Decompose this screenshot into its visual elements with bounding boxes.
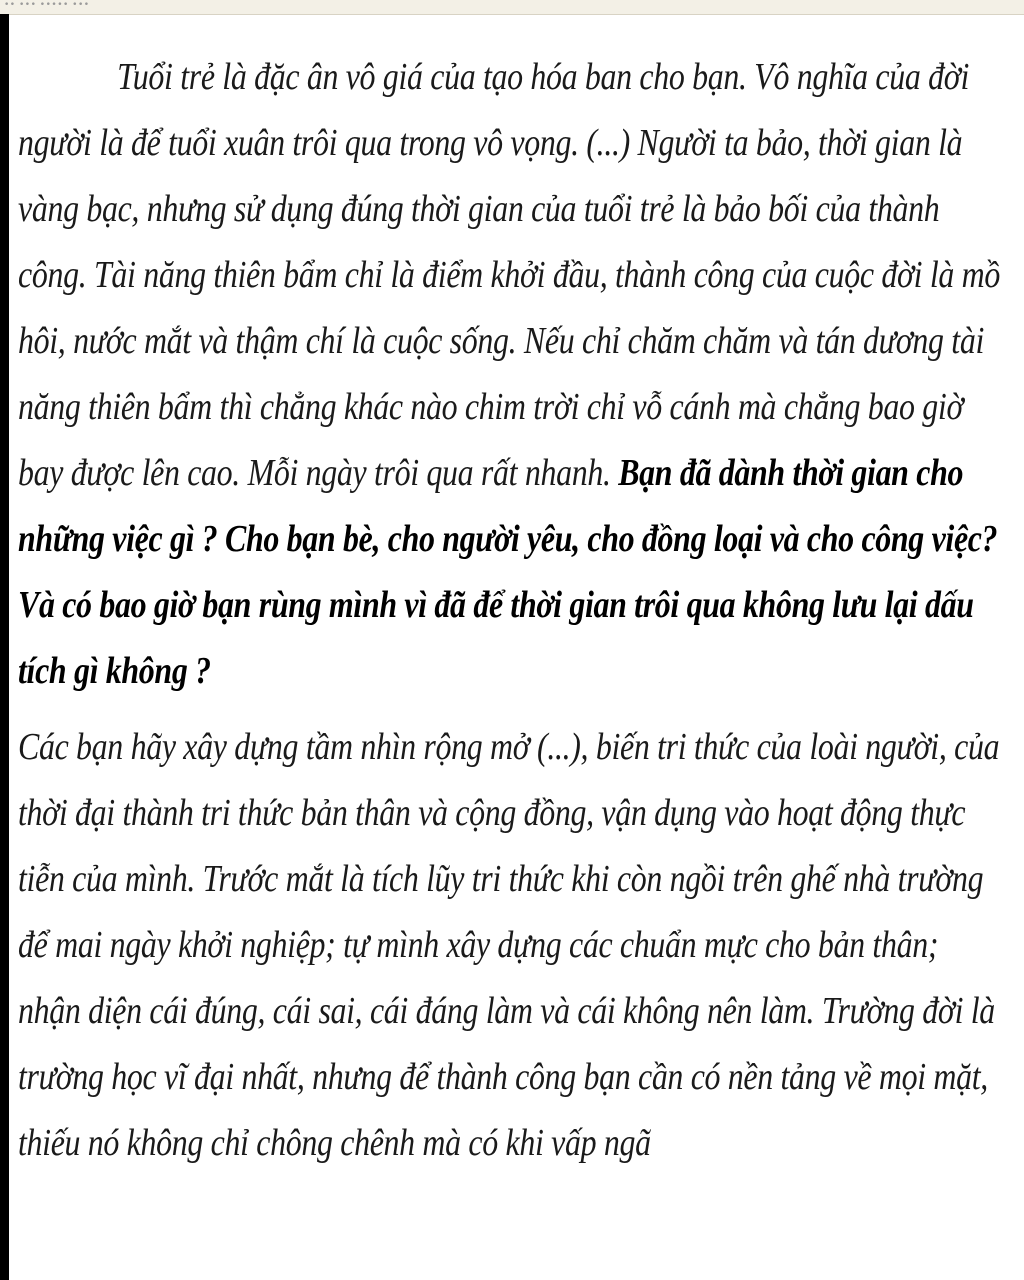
bold-text-line: Và có bao giờ bạn rùng mình vì đã để thời gian trôi qua không lưu lại dấu bbox=[18, 584, 974, 626]
bold-text-run: Bạn đã dành thời gian cho bbox=[618, 452, 964, 494]
text-line: thời đại thành tri thức bản thân và cộng đồng, vận dụng vào hoạt động thực bbox=[18, 792, 966, 834]
paragraph-gap bbox=[18, 704, 841, 714]
paragraph-2 bbox=[18, 714, 1000, 1176]
bold-text-line: những việc gì ? Cho bạn bè, cho người yêu, cho đồng loại và cho công việc? bbox=[18, 518, 998, 560]
text-line: người là để tuổi xuân trôi qua trong vô vọng. (...) Người ta bảo, thời gian là bbox=[18, 122, 963, 164]
text-line: nhận diện cái đúng, cái sai, cái đáng làm và cái không nên làm. Trường đời là bbox=[18, 990, 995, 1032]
text-line: năng thiên bẩm thì chẳng khác nào chim trời chỉ vỗ cánh mà chẳng bao giờ bbox=[18, 386, 964, 428]
text-line: thiếu nó không chỉ chông chênh mà có khi vấp ngã bbox=[18, 1122, 651, 1164]
text-line: Các bạn hãy xây dựng tầm nhìn rộng mở (...), biến tri thức của loài người, của bbox=[18, 726, 1000, 768]
paragraph-1 bbox=[18, 44, 1000, 704]
bold-text-line: tích gì không ? bbox=[18, 650, 211, 692]
window-top-strip bbox=[0, 0, 1024, 15]
text-line-mixed bbox=[18, 440, 964, 506]
text-line: trường học vĩ đại nhất, nhưng để thành công bạn cần có nền tảng về mọi mặt, bbox=[18, 1056, 988, 1098]
text-line: để mai ngày khởi nghiệp; tự mình xây dựng các chuẩn mực cho bản thân; bbox=[18, 924, 939, 966]
text-line: Tuổi trẻ là đặc ân vô giá của tạo hóa ban cho bạn. Vô nghĩa của đời bbox=[117, 56, 969, 98]
text-line: công. Tài năng thiên bẩm chỉ là điểm khởi đầu, thành công của cuộc đời là mồ bbox=[18, 254, 1000, 296]
document-body bbox=[18, 44, 1000, 1176]
text-line: tiễn của mình. Trước mắt là tích lũy tri thức khi còn ngồi trên ghế nhà trường bbox=[18, 858, 984, 900]
window-top-strip-text: •• ••• ••••• ••• bbox=[4, 0, 90, 10]
text-line: vàng bạc, nhưng sử dụng đúng thời gian của tuổi trẻ là bảo bối của thành bbox=[18, 188, 940, 230]
left-border-bar bbox=[0, 14, 9, 1280]
text-line: hôi, nước mắt và thậm chí là cuộc sống. Nếu chỉ chăm chăm và tán dương tài bbox=[18, 320, 984, 362]
text-run: bay được lên cao. Mỗi ngày trôi qua rất nhanh. bbox=[18, 452, 619, 494]
